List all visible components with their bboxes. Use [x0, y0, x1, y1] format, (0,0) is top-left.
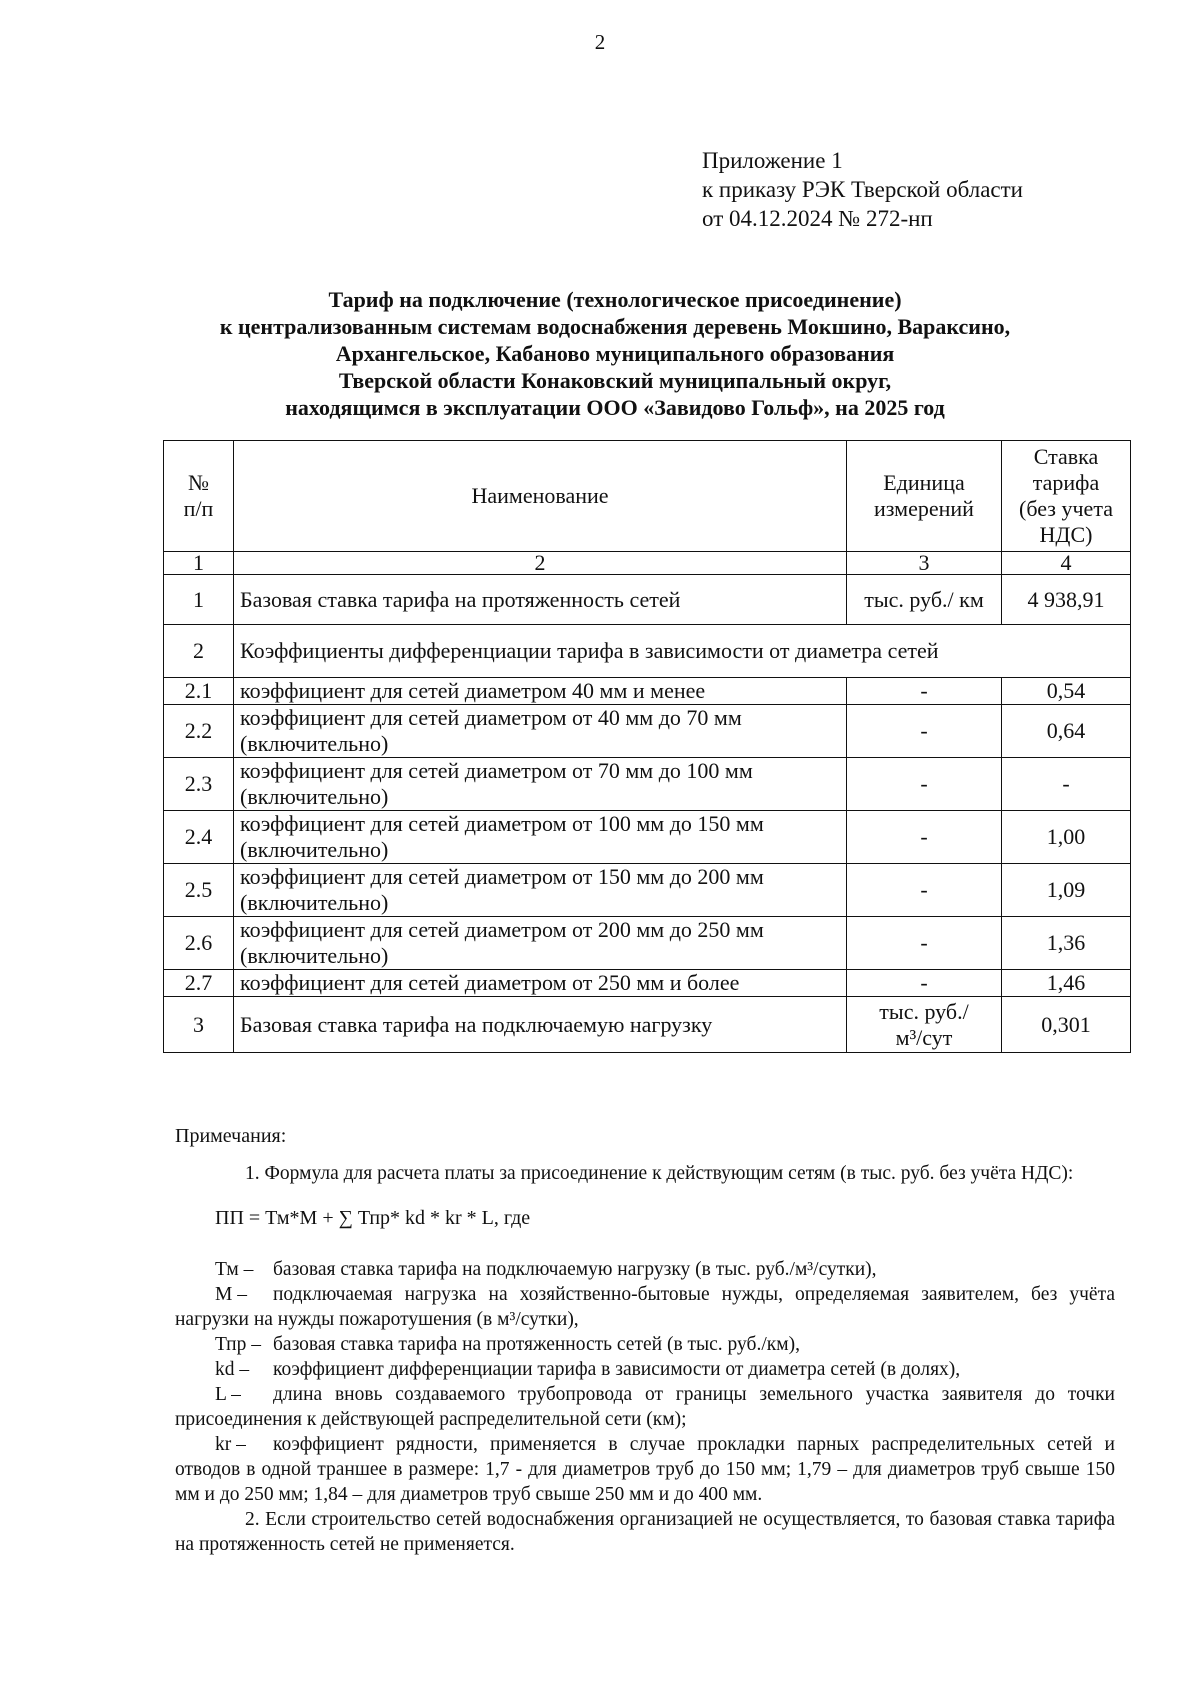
- definition: [175, 1382, 1115, 1432]
- definition-symbol: L –: [215, 1384, 241, 1405]
- row-unit: тыс. руб./ м³/сут: [847, 997, 1002, 1053]
- definition-text: коэффициент рядности, применяется в случае прокладки парных распределительных сетей и отводов в одной траншее в размере: 1,7 - для диаметров труб до 150 мм; 1,79 – для диаметров труб свыше 150 мм и до 250 мм; 1,84 – для диаметров труб свыше 250 мм и до 400 мм.: [175, 1434, 1115, 1505]
- definition: [175, 1282, 1115, 1332]
- annex-line-3: от 04.12.2024 № 272-нп: [702, 206, 933, 231]
- row-value: 1,00: [1002, 811, 1131, 864]
- row-name: коэффициент для сетей диаметром от 100 мм до 150 мм (включительно): [234, 811, 847, 864]
- row-unit: -: [847, 811, 1002, 864]
- definition-symbol: Тпр –: [215, 1334, 261, 1355]
- row-num: 2.6: [164, 917, 234, 970]
- note-2: 2. Если строительство сетей водоснабжения организацией не осуществляется, то базовая ставка тарифа на протяженность сетей не применяется.: [175, 1509, 1115, 1555]
- header-unit: Единица измерений: [847, 441, 1002, 552]
- col-number: 2: [234, 552, 847, 575]
- row-num: 3: [164, 997, 234, 1053]
- col-number: 4: [1002, 552, 1131, 575]
- row-unit: -: [847, 970, 1002, 997]
- note-1: 1. Формула для расчета платы за присоединение к действующим сетям (в тыс. руб. без учёта НДС):: [245, 1163, 1074, 1184]
- row-name: коэффициент для сетей диаметром от 250 мм и более: [234, 970, 847, 997]
- row-name: коэффициент для сетей диаметром 40 мм и менее: [234, 678, 847, 705]
- document-title: [160, 286, 1070, 421]
- notes-heading: Примечания:: [175, 1125, 287, 1147]
- title-line-1: Тариф на подключение (технологическое присоединение): [328, 287, 902, 312]
- definition-symbol: Тм –: [215, 1259, 254, 1280]
- definition: [175, 1257, 1115, 1282]
- row-num: 2.7: [164, 970, 234, 997]
- page-number: 2: [594, 30, 606, 54]
- row-name: Базовая ставка тарифа на протяженность сетей: [234, 575, 847, 625]
- row-unit: -: [847, 917, 1002, 970]
- row-name: коэффициент для сетей диаметром от 200 мм до 250 мм (включительно): [234, 917, 847, 970]
- row-num: 2.2: [164, 705, 234, 758]
- row-unit: -: [847, 678, 1002, 705]
- title-line-5: находящимся в эксплуатации ООО «Завидово Гольф», на 2025 год: [285, 395, 945, 420]
- table-row: [164, 678, 1131, 705]
- definition: [175, 1332, 1115, 1357]
- row-unit: -: [847, 758, 1002, 811]
- definition-text: длина вновь создаваемого трубопровода от границы земельного участка заявителя до точки присоединения к действующей распределительной сети (км);: [175, 1384, 1115, 1430]
- title-line-3: Архангельское, Кабаново муниципального образования: [335, 341, 895, 366]
- table-row: [164, 625, 1131, 678]
- tariff-table: [163, 440, 1131, 1053]
- col-number: 1: [164, 552, 234, 575]
- row-num: 2.4: [164, 811, 234, 864]
- annex-header: [702, 146, 1023, 233]
- table-row: [164, 811, 1131, 864]
- table-row: [164, 997, 1131, 1053]
- title-line-4: Тверской области Конаковский муниципальный округ,: [338, 368, 892, 393]
- row-num: 2.5: [164, 864, 234, 917]
- row-unit: -: [847, 705, 1002, 758]
- definition-text: базовая ставка тарифа на подключаемую нагрузку (в тыс. руб./м³/сутки),: [273, 1259, 877, 1280]
- definition-symbol: kr –: [215, 1434, 246, 1455]
- column-number-row: [164, 552, 1131, 575]
- row-unit: -: [847, 864, 1002, 917]
- row-value: 0,64: [1002, 705, 1131, 758]
- formula: ПП = Тм*М + ∑ Тпр* kd * kr * L, где: [215, 1207, 531, 1229]
- row-num: 2.3: [164, 758, 234, 811]
- row-name: коэффициент для сетей диаметром от 70 мм до 100 мм (включительно): [234, 758, 847, 811]
- row-name: коэффициент для сетей диаметром от 150 мм до 200 мм (включительно): [234, 864, 847, 917]
- row-num: 2.1: [164, 678, 234, 705]
- row-name: Коэффициенты дифференциации тарифа в зависимости от диаметра сетей: [234, 625, 1131, 678]
- row-unit: тыс. руб./ км: [847, 575, 1002, 625]
- row-name: Базовая ставка тарифа на подключаемую нагрузку: [234, 997, 847, 1053]
- row-value: -: [1002, 758, 1131, 811]
- row-value: 1,46: [1002, 970, 1131, 997]
- definition: [175, 1357, 1115, 1382]
- annex-line-2: к приказу РЭК Тверской области: [702, 177, 1023, 202]
- col-number: 3: [847, 552, 1002, 575]
- title-line-2: к централизованным системам водоснабжения деревень Мокшино, Вараксино,: [219, 314, 1011, 339]
- row-num: 1: [164, 575, 234, 625]
- table-row: [164, 970, 1131, 997]
- header-rate: Ставка тарифа (без учета НДС): [1002, 441, 1131, 552]
- row-value: 4 938,91: [1002, 575, 1131, 625]
- row-value: 0,54: [1002, 678, 1131, 705]
- definition-text: базовая ставка тарифа на протяженность сетей (в тыс. руб./км),: [273, 1334, 800, 1355]
- row-name: коэффициент для сетей диаметром от 40 мм до 70 мм (включительно): [234, 705, 847, 758]
- row-value: 1,09: [1002, 864, 1131, 917]
- definition-symbol: М –: [215, 1284, 247, 1305]
- notes-section: [175, 1124, 1115, 1557]
- table-row: [164, 705, 1131, 758]
- definition-symbol: kd –: [215, 1359, 250, 1380]
- definition: [175, 1432, 1115, 1507]
- row-value: 0,301: [1002, 997, 1131, 1053]
- header-name: Наименование: [234, 441, 847, 552]
- table-header-row: [164, 441, 1131, 552]
- table-row: [164, 917, 1131, 970]
- definition-text: подключаемая нагрузка на хозяйственно-бытовые нужды, определяемая заявителем, без учёта нагрузки на нужды пожаротушения (в м³/сутки),: [175, 1284, 1115, 1330]
- definition-text: коэффициент дифференциации тарифа в зависимости от диаметра сетей (в долях),: [273, 1359, 961, 1380]
- row-num: 2: [164, 625, 234, 678]
- annex-line-1: Приложение 1: [702, 148, 843, 173]
- header-num: № п/п: [164, 441, 234, 552]
- row-value: 1,36: [1002, 917, 1131, 970]
- table-row: [164, 758, 1131, 811]
- table-row: [164, 575, 1131, 625]
- table-row: [164, 864, 1131, 917]
